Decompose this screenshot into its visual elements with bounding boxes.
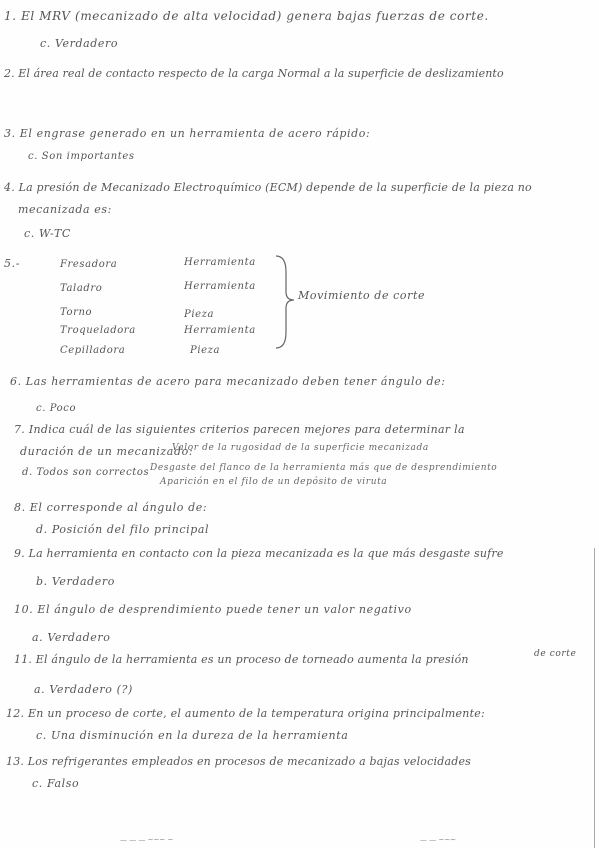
q13-answer: c. Falso <box>32 777 80 790</box>
q5-brace-label: Movimiento de corte <box>298 289 426 302</box>
margin-rule <box>594 548 595 848</box>
q5-right-item: Pieza <box>184 309 215 320</box>
q7-note: Valor de la rugosidad de la superficie mecanizada <box>172 443 429 453</box>
q10-question: 10. El ángulo de desprendimiento puede tener un valor negativo <box>14 603 412 616</box>
q11-question-tail: de corte <box>534 649 577 659</box>
curly-brace <box>272 252 296 352</box>
q5-right-item: Pieza <box>190 345 221 356</box>
q13-question: 13. Los refrigerantes empleados en procesos de mecanizado a bajas velocidades <box>6 755 471 768</box>
q7-answer: d. Todos son correctos <box>22 467 150 478</box>
q5-right-item: Herramienta <box>184 257 256 268</box>
q4-question-line2: mecanizada es: <box>18 203 112 216</box>
q11-answer: a. Verdadero (?) <box>34 683 133 696</box>
q5-left-item: Torno <box>60 307 93 318</box>
q6-question: 6. Las herramientas de acero para mecanizado deben tener ángulo de: <box>10 375 446 388</box>
q4-question-line1: 4. La presión de Mecanizado Electroquímico (ECM) depende de la superficie de la pieza no <box>4 181 532 194</box>
q2-question: 2. El área real de contacto respecto de la carga Normal a la superficie de deslizamiento <box>4 67 504 80</box>
q3-question: 3. El engrase generado en un herramienta de acero rápido: <box>4 127 371 140</box>
q3-answer: c. Son importantes <box>28 151 135 162</box>
q5-right-item: Herramienta <box>184 281 256 292</box>
q8-question: 8. El corresponde al ángulo de: <box>14 501 208 514</box>
q5-number: 5.- <box>4 257 21 270</box>
q9-question: 9. La herramienta en contacto con la pieza mecanizada es la que más desgaste sufre <box>14 547 504 560</box>
q5-left-item: Cepilladora <box>60 345 126 356</box>
q12-answer: c. Una disminución en la dureza de la herramienta <box>36 729 349 742</box>
q5-left-item: Fresadora <box>60 259 118 270</box>
q1-question: 1. El MRV (mecanizado de alta velocidad) genera bajas fuerzas de corte. <box>4 9 489 23</box>
q8-answer: d. Posición del filo principal <box>36 523 210 536</box>
footer-mark: — — ~~~ <box>420 836 457 844</box>
q5-left-item: Troqueladora <box>60 325 136 336</box>
q7-question-line2: duración de un mecanizado: <box>20 445 194 458</box>
q9-answer: b. Verdadero <box>36 575 115 588</box>
q1-answer: c. Verdadero <box>40 37 119 50</box>
footer-mark: — — — ~~~ ~ <box>120 836 174 844</box>
q7-question-line1: 7. Indica cuál de las siguientes criterios parecen mejores para determinar la <box>14 423 465 436</box>
q5-right-item: Herramienta <box>184 325 256 336</box>
q6-answer: c. Poco <box>36 403 77 414</box>
q12-question: 12. En un proceso de corte, el aumento de la temperatura origina principalmente: <box>6 707 485 720</box>
q11-question: 11. El ángulo de la herramienta es un proceso de torneado aumenta la presión <box>14 653 469 666</box>
q7-note: Desgaste del flanco de la herramienta más que de desprendimiento <box>150 463 498 473</box>
q5-left-item: Taladro <box>60 283 103 294</box>
q7-note: Aparición en el filo de un depósito de viruta <box>160 477 388 487</box>
q4-answer: c. W-TC <box>24 227 71 240</box>
q10-answer: a. Verdadero <box>32 631 111 644</box>
